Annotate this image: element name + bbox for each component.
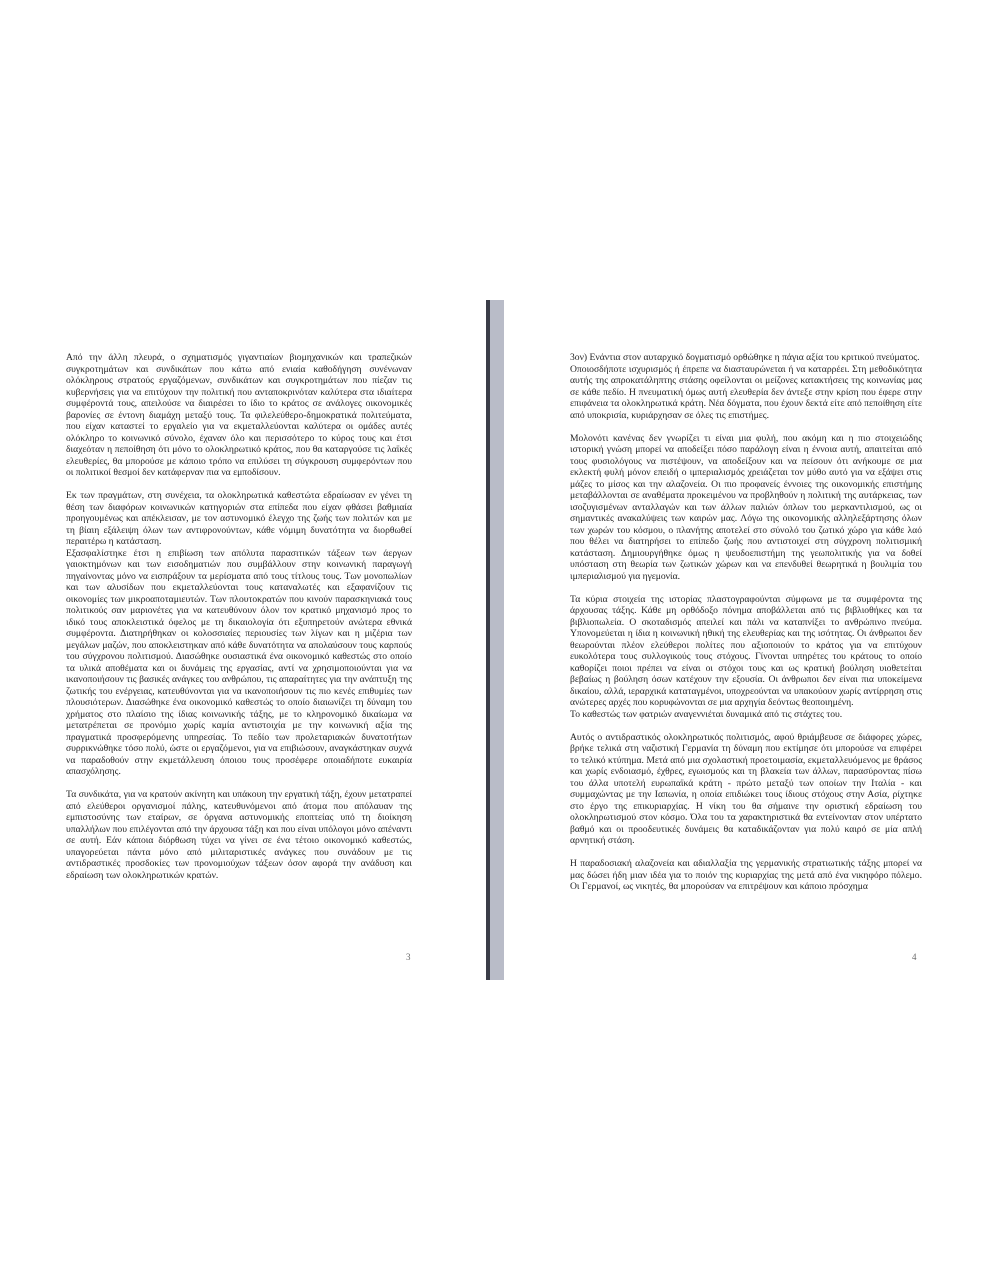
paragraph: Μολονότι κανένας δεν γνωρίζει τι είναι μια φυλή, που ακόμη και η πιο στοιχειώδης ιστορική γνώση μπορεί να αποδείξει πόσο παράλογη είναι η έννοια αυτή, απαιτείται από τους φυσιολόγους να πιστέψουν, να αποδείξουν και να πείσουν ότι ανήκουμε σε μια εκλεκτή φυλή μόνον επειδή ο ιμπεριαλισμός χρειάζεται τον μύθο αυτό για να εξάψει στις μάζες το μίσος και την αλαζονεία. Οι πιο προφανείς έννοιες της οικονομικής επιστήμης μεταβάλλονται σε αναθέματα προκειμένου να προβληθούν η πολιτική της αυτάρκειας, των ισοζυγισμένων ανταλλαγών και των άλλων παλιών όπλων του μερκαντιλισμού, ως οι σημαντικές ανακαλύψεις των καιρών μας. Λόγω της οικονομικής αλληλεξάρτησης όλων των χωρών του κόσμου, ο πλανήτης αποτελεί στο σύνολό του ζωτικό χώρο για κάθε λαό που θέλει να διατηρήσει το επίπεδο ζωής που αντιστοιχεί στη σύγχρονη πολιτισμική κατάσταση. Δημιουργήθηκε όμως η ψευδοεπιστήμη της γεωπολιτικής για να δοθεί υπόσταση στη θεωρία των ζωτικών χώρων και να επενδυθεί θεωρητικά η βουλιμία του ιμπεριαλισμού για ηγεμονία. [570, 432, 922, 582]
page-number: 3 [406, 952, 411, 962]
page-text [66, 352, 412, 893]
paragraph: Τα συνδικάτα, για να κρατούν ακίνητη και υπάκουη την εργατική τάξη, έχουν μετατραπεί από ελεύθεροι οργανισμοί πάλης, κατευθυνόμενοι από άτομα που απόλαυαν της εμπιστοσύνης των εταίρων, σε όργανα αστυνομικής εποπτείας υπό τη διοίκηση υπαλλήλων που επιλέγονται από την άρχουσα τάξη και που είναι υπόλογοι μόνο απέναντι σε αυτή. Εάν κάποια διόρθωση τύχει να γίνει σε ένα τέτοιο οικονομικό καθεστώς, υπαγορεύεται πάντα μόνο από μιλιταριστικές ανάγκες που συνάδουν με τις αντιδραστικές προσδοκίες των προνομιούχων τάξεων όσον αφορά την ανάδυση και εδραίωση των ολοκληρωτικών κρατών. [66, 789, 412, 881]
paragraph: Η παραδοσιακή αλαζονεία και αδιαλλαξία της γερμανικής στρατιωτικής τάξης μπορεί να μας δώσει ήδη μιαν ιδέα για το ποιόν της κυριαρχίας της μετά από ένα νικηφόρο πόλεμο. Οι Γερμανοί, ως νικητές, θα μπορούσαν να επιτρέψουν και κάποιο πρόσχημα [570, 858, 922, 892]
page-divider [486, 300, 504, 980]
page-text [570, 352, 922, 904]
page-number: 4 [912, 952, 917, 962]
paragraph: Αυτός ο αντιδραστικός ολοκληρωτικός πολιτισμός, αφού θριάμβευσε σε διάφορες χώρες, βρήκε τελικά στη ναζιστική Γερμανία τη δύναμη που εκτίμησε ότι μπορούσε να επιφέρει το τελικό κτύπημα. Μετά από μια σχολαστική προετοιμασία, εκμεταλλευόμενος με θράσος και χωρίς ενδοιασμό, έχθρες, εγωισμούς και τη βλακεία των άλλων, παρασύροντας πίσω του άλλα υποτελή ευρωπαϊκά κράτη - πρώτο μεταξύ των οποίων την Ιταλία - και συμμαχώντας με την Ιαπωνία, η οποία επιδιώκει τους ίδιους στόχους στην Ασία, ρίχτηκε στο έργο της επικυριαρχίας. Η νίκη του θα σήμαινε την οριστική εδραίωση του ολοκληρωτισμού στον κόσμο. Όλα του τα χαρακτηριστικά θα εντείνονταν στον υπέρτατο βαθμό και οι προοδευτικές δυνάμεις θα καταδικάζονταν για πολύ καιρό σε μία απλή αρνητική στάση. [570, 731, 922, 846]
page-left [0, 300, 486, 980]
page-right [504, 300, 990, 980]
paragraph: 3ον) Ενάντια στον αυταρχικό δογματισμό ορθώθηκε η πάγια αξία του κριτικού πνεύματος. Οποιοσδήποτε ισχυρισμός ή έπρεπε να διασταυρώνεται ή να καταρρέει. Στη μεθοδικότητα αυτής της απροκατάληπτης στάσης οφείλονται οι μείζονες κατακτήσεις της κοινωνίας μας σε κάθε πεδίο. Η πνευματική όμως αυτή ελευθερία δεν άντεξε στην κρίση που έφερε στην επιφάνεια τα ολοκληρωτικά κράτη. Νέα δόγματα, που έχουν δεκτά είτε από πεποίθηση είτε από υποκρισία, κυριάρχησαν σε όλες τις επιστήμες. [570, 352, 922, 421]
paragraph: Τα κύρια στοιχεία της ιστορίας πλαστογραφούνται σύμφωνα με τα συμφέροντα της άρχουσας τάξης. Κάθε μη ορθόδοξο πόνημα αποβάλλεται από τις βιβλιοθήκες και τα βιβλιοπωλεία. Ο σκοταδισμός απειλεί και πάλι να καταπνίξει το ανθρώπινο πνεύμα. Υπονομεύεται η ίδια η κοινωνική ηθική της ελευθερίας και της ισότητας. Οι άνθρωποι δεν θεωρούνται πλέον ελεύθεροι πολίτες που αξιοποιούν το κράτος για να επιτύχουν ευκολότερα τους συλλογικούς τους στόχους. Γίνονται υπηρέτες του κράτους το οποίο καθορίζει ποιοι πρέπει να είναι οι στόχοι τους και ως κρατική βούληση υιοθετείται βεβαίως η βούληση όσων κατέχουν την εξουσία. Οι άνθρωποι δεν είναι πια υποκείμενα δικαίου, αλλά, ιεραρχικά καταταγμένοι, υποχρεούνται να υπακούουν χωρίς αντίρρηση στις ανώτερες αρχές που κορυφώνονται σε μια αρχηγία δεόντως θεοποιημένη. Το καθεστώς των φατριών αναγεννιέται δυναμικά από τις στάχτες του. [570, 593, 922, 720]
paragraph: Εκ των πραγμάτων, στη συνέχεια, τα ολοκληρωτικά καθεστώτα εδραίωσαν εν γένει τη θέση των διαφόρων κοινωνικών κατηγοριών στα επίπεδα που είχαν φθάσει βαθμιαία προηγουμένως και απέκλεισαν, με τον αστυνομικό έλεγχο της ζωής των πολιτών και με τη βίαιη εξάλειψη όλων των αντιφρονούντων, κάθε νόμιμη δυνατότητα να διορθωθεί περαιτέρω η κατάσταση. Εξασφαλίστηκε έτσι η επιβίωση των απόλυτα παρασιτικών τάξεων των άεργων γαιοκτημόνων και των εισοδηματιών που συμβάλλουν στην κοινωνική παραγωγή πηγαίνοντας μόνο να εισπράξουν τα μερίσματα από τους τίτλους τους. Των μονοπωλίων και των αλυσίδων που εκμεταλλεύονται τους καταναλωτές και εξαφανίζουν τις οικονομίες των μικροαποταμιευτών. Των πλουτοκρατών που κινούν παρασκηνιακά τους πολιτικούς σαν μαριονέτες για να κατευθύνουν όλον τον κρατικό μηχανισμό προς το ιδικό τους αποκλειστικά όφελος με τη δικαιολογία ότι εξυπηρετούν ανώτερα εθνικά συμφέροντα. Διατηρήθηκαν οι κολοσσιαίες περιουσίες των λίγων και η μιζέρια των μεγάλων μαζών, που αποκλειστηκαν από κάθε δυνατότητα να απολαύσουν τους καρπούς του σύγχρονου πολιτισμού. Διασώθηκε ουσιαστικά ένα οικονομικό καθεστώς στο οποίο τα υλικά αποθέματα και οι δυνάμεις της εργασίας, αντί να χρησιμοποιούνται για να ικανοποιήσουν τις βασικές ανάγκες του ανθρώπου, τις απαραίτητες για την ανάπτυξη της ζωτικής του ενέργειας, κατευθύνονται για να ικανοποιήσουν τις πιο κενές επιθυμίες των πλουσιότερων. Διασώθηκε ένα οικονομικό καθεστώς το οποίο διαιωνίζει τη δύναμη του χρήματος στο πλαίσιο της ίδιας κοινωνικής τάξης, με το κληρονομικό δικαίωμα να μετατρέπεται σε προνόμιο χωρίς καμία αντιστοιχία με την κοινωνική αξία της πραγματικά προσφερόμενης υπηρεσίας. Το πεδίο των προλεταριακών δυνατοτήτων συρρικνώθηκε τόσο πολύ, ώστε οι εργαζόμενοι, για να επιβιώσουν, αναγκάστηκαν συχνά να παραδοθούν στην εκμετάλλευση όποιου τους προσέφερε οποιαδήποτε ευκαιρία απασχόλησης. [66, 490, 412, 777]
paragraph: Από την άλλη πλευρά, ο σχηματισμός γιγαντιαίων βιομηχανικών και τραπεζικών συγκροτημάτων και συνδικάτων που κάτω από ενιαία καθοδήγηση συνένωναν ολόκληρους στρατούς εργαζόμενων, συνδικάτων και συγκροτημάτων που πίεζαν τις κυβερνήσεις για να επιτύχουν την πολιτική που ανταποκρινόταν καλύτερα στα ιδιαίτερα συμφέροντά τους, απειλούσε να διαιρέσει το ίδιο το κράτος σε ανάλογες οικονομικές βαρονίες σε έντονη διαμάχη μεταξύ τους. Τα φιλελεύθερο-δημοκρατικά πολιτεύματα, που είχαν καταστεί το εργαλείο για να εκμεταλλεύονται καλύτερα οι ομάδες αυτές ολόκληρο το κοινωνικό σύνολο, έχαναν όλο και περισσότερο το κύρος τους και έτσι διαχεόταν η πεποίθηση ότι μόνο το ολοκληρωτικό κράτος, που θα καταργούσε τις λαϊκές ελευθερίες, θα μπορούσε με κάποιο τρόπο να επιλύσει τη σύγκρουση συμφερόντων που οι πολιτικοί θεσμοί δεν κατάφερναν πια να εμποδίσουν. [66, 352, 412, 478]
